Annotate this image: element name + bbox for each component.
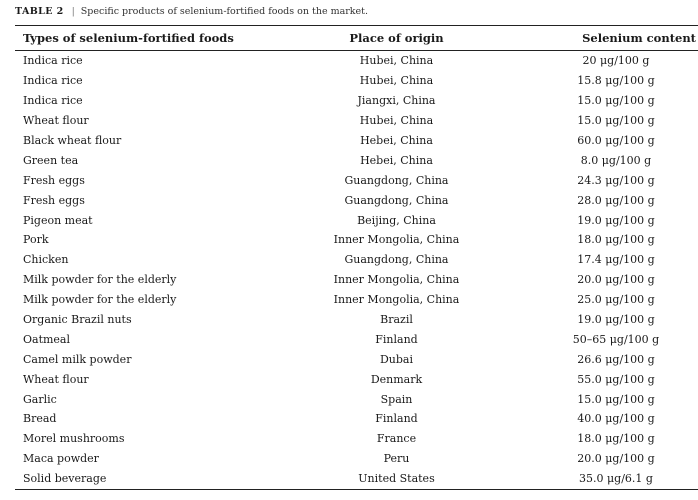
place-of-origin-cell: Guangdong, China (344, 253, 449, 267)
place-of-origin-cell: Hebei, China (360, 153, 433, 167)
place-of-origin-cell: Hubei, China (359, 74, 434, 88)
selenium-content-cell: 15.0 μg/100 g (577, 94, 655, 108)
selenium-content-cell: 19.0 μg/100 g (577, 313, 655, 327)
place-of-origin-cell: Guangdong, China (344, 193, 449, 207)
table-row (15, 310, 698, 330)
header-place-of-origin: Place of origin (349, 31, 444, 45)
food-type-cell: Indica rice (23, 94, 83, 108)
table-row (15, 250, 698, 270)
food-type-cell: Bread (23, 412, 57, 426)
table-body (15, 51, 698, 490)
food-type-cell: Milk powder for the elderly (23, 273, 177, 287)
header-food-type: Types of selenium-fortified foods (23, 31, 234, 45)
selenium-content-cell: 40.0 μg/100 g (577, 412, 655, 426)
food-type-cell: Black wheat flour (23, 134, 122, 147)
food-type-cell: Indica rice (23, 54, 83, 68)
table-caption-text: Specific products of selenium-fortified foods on the market. (80, 6, 369, 17)
selenium-content-cell: 20.0 μg/100 g (577, 273, 655, 287)
food-type-cell: Fresh eggs (23, 173, 85, 187)
selenium-content-cell: 50–65 μg/100 g (572, 332, 660, 346)
table-row (15, 190, 698, 210)
table-row (15, 469, 698, 489)
place-of-origin-cell: Inner Mongolia, China (333, 233, 460, 247)
table-row (15, 51, 698, 71)
table-container (15, 25, 696, 490)
food-type-cell: Indica rice (23, 74, 83, 88)
table-row (15, 111, 698, 131)
food-type-cell: Pork (23, 233, 49, 247)
table-row (15, 131, 698, 151)
food-type-cell: Garlic (23, 392, 57, 406)
selenium-content-cell: 18.0 μg/100 g (577, 233, 655, 247)
table-header (15, 26, 698, 51)
selenium-content-cell: 25.0 μg/100 g (577, 293, 655, 307)
place-of-origin-cell: Jiangxi, China (357, 94, 436, 108)
selenium-content-cell: 20.0 μg/100 g (577, 452, 655, 466)
food-type-cell: Camel milk powder (23, 352, 132, 366)
table-label: TABLE 2 (15, 6, 64, 17)
food-type-cell: Fresh eggs (23, 193, 85, 207)
table-row (15, 150, 698, 170)
table-row (15, 329, 698, 349)
place-of-origin-cell: Hubei, China (359, 54, 434, 68)
selenium-content-cell: 18.0 μg/100 g (577, 432, 655, 446)
table-row (15, 389, 698, 409)
place-of-origin-cell: Hebei, China (360, 134, 433, 147)
table-caption (15, 5, 368, 19)
selenium-content-cell: 20 μg/100 g (582, 54, 650, 68)
table-row (15, 449, 698, 469)
place-of-origin-cell: Dubai (379, 352, 414, 366)
selenium-content-cell: 17.4 μg/100 g (577, 253, 655, 267)
table-row (15, 91, 698, 111)
selenium-content-cell: 15.8 μg/100 g (577, 74, 655, 88)
place-of-origin-cell: Finland (375, 332, 418, 346)
table-row (15, 71, 698, 91)
place-of-origin-cell: United States (358, 472, 435, 486)
place-of-origin-cell: France (376, 432, 417, 446)
selenium-content-cell: 8.0 μg/100 g (580, 153, 652, 167)
table-row (15, 369, 698, 389)
place-of-origin-cell: Peru (383, 452, 410, 466)
table-row (15, 270, 698, 290)
food-type-cell: Chicken (23, 253, 69, 267)
table-row (15, 170, 698, 190)
selenium-content-cell: 15.0 μg/100 g (577, 114, 655, 128)
place-of-origin-cell: Hubei, China (359, 114, 434, 128)
selenium-content-cell: 60.0 μg/100 g (577, 134, 655, 147)
selenium-content-cell: 24.3 μg/100 g (577, 173, 655, 187)
place-of-origin-cell: Beijing, China (357, 213, 436, 227)
selenium-foods-table (15, 25, 698, 490)
table-row (15, 290, 698, 310)
food-type-cell: Oatmeal (23, 332, 71, 346)
place-of-origin-cell: Finland (375, 412, 418, 426)
caption-separator: | (71, 6, 75, 17)
selenium-content-cell: 55.0 μg/100 g (577, 372, 655, 386)
food-type-cell: Milk powder for the elderly (23, 293, 177, 307)
food-type-cell: Wheat flour (23, 114, 89, 128)
place-of-origin-cell: Inner Mongolia, China (333, 273, 460, 287)
food-type-cell: Solid beverage (23, 472, 107, 486)
place-of-origin-cell: Brazil (380, 313, 413, 327)
place-of-origin-cell: Guangdong, China (344, 173, 449, 187)
table-row (15, 349, 698, 369)
food-type-cell: Maca powder (23, 452, 99, 466)
header-selenium-content: Selenium content (582, 31, 696, 45)
table-row (15, 409, 698, 429)
table-row (15, 230, 698, 250)
table-row (15, 210, 698, 230)
food-type-cell: Green tea (23, 153, 79, 167)
place-of-origin-cell: Inner Mongolia, China (333, 293, 460, 307)
food-type-cell: Wheat flour (23, 372, 89, 386)
selenium-content-cell: 19.0 μg/100 g (577, 213, 655, 227)
selenium-content-cell: 15.0 μg/100 g (577, 392, 655, 406)
header-row (15, 26, 698, 51)
food-type-cell: Organic Brazil nuts (23, 313, 132, 327)
selenium-content-cell: 28.0 μg/100 g (577, 193, 655, 207)
selenium-content-cell: 35.0 μg/6.1 g (579, 472, 653, 486)
place-of-origin-cell: Denmark (370, 372, 423, 386)
selenium-content-cell: 26.6 μg/100 g (577, 352, 655, 366)
food-type-cell: Pigeon meat (23, 213, 93, 227)
place-of-origin-cell: Spain (380, 392, 413, 406)
table-row (15, 429, 698, 449)
food-type-cell: Morel mushrooms (23, 432, 125, 446)
